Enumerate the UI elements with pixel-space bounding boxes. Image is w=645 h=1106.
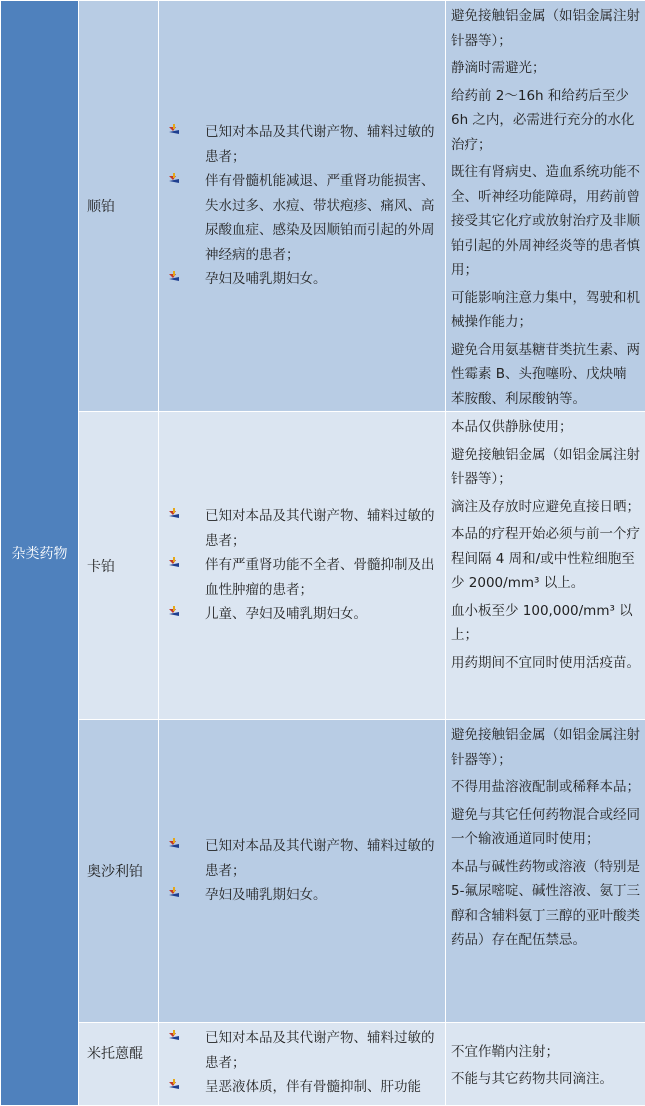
table-row xyxy=(1,412,645,720)
list-item xyxy=(167,267,435,292)
caution-text: 避免接触铝金属（如铝金属注射针器等）； xyxy=(451,443,640,492)
caution-cell xyxy=(446,1023,645,1106)
contraindication-cell xyxy=(159,1023,446,1106)
arrow-bullet-icon xyxy=(167,837,181,851)
drug-name: 奥沙利铂 xyxy=(87,864,143,880)
category-cell xyxy=(1,1,79,1106)
caution-text: 用药期间不宜同时使用活疫苗。 xyxy=(451,651,640,676)
table-row xyxy=(1,1023,645,1106)
drug-name: 米托蒽醌 xyxy=(87,1046,143,1062)
list-item xyxy=(167,602,435,627)
list-item xyxy=(167,169,435,267)
contraindication-text: 已知对本品及其代谢产物、辅料过敏的患者； xyxy=(205,504,435,553)
drug-name-cell xyxy=(79,720,159,1023)
list-item xyxy=(167,553,435,602)
contraindication-text: 已知对本品及其代谢产物、辅料过敏的患者； xyxy=(205,1026,435,1075)
contraindication-cell xyxy=(159,720,446,1023)
drug-name-cell xyxy=(79,1,159,412)
caution-text: 不能与其它药物共同滴注。 xyxy=(451,1067,640,1092)
caution-text: 避免与其它任何药物混合或经同一个输液通道同时使用； xyxy=(451,803,640,852)
caution-text: 可能影响注意力集中，驾驶和机械操作能力； xyxy=(451,286,640,335)
contraindication-list xyxy=(159,120,445,292)
contraindication-list xyxy=(159,504,445,627)
drug-name-cell xyxy=(79,1023,159,1106)
arrow-bullet-icon xyxy=(167,172,181,186)
contraindication-text: 孕妇及哺乳期妇女。 xyxy=(205,267,327,292)
category-label: 杂类药物 xyxy=(12,546,68,562)
contraindication-cell xyxy=(159,412,446,720)
caution-cell xyxy=(446,720,645,1023)
caution-cell xyxy=(446,1,645,412)
contraindication-list xyxy=(159,1023,445,1100)
contraindication-text: 呈恶液体质，伴有骨髓抑制、肝功能 xyxy=(205,1075,421,1100)
caution-text: 本品与碱性药物或溶液（特别是 5-氟尿嘧啶、碱性溶液、氨丁三醇和含辅料氨丁三醇的亚叶酸类药品）存在配伍禁忌。 xyxy=(451,855,640,953)
caution-text: 滴注及存放时应避免直接日晒； xyxy=(451,495,640,520)
caution-text: 本品的疗程开始必须与前一个疗程间隔 4 周和/或中性粒细胞至少 2000/mm³ 以上。 xyxy=(451,522,640,596)
contraindication-text: 伴有严重肾功能不全者、骨髓抑制及出血性肿瘤的患者； xyxy=(205,553,435,602)
caution-text: 不得用盐溶液配制或稀释本品； xyxy=(451,775,640,800)
caution-text: 静滴时需避光； xyxy=(451,56,640,81)
arrow-bullet-icon xyxy=(167,1029,181,1043)
table-row xyxy=(1,1,645,412)
drug-name-cell xyxy=(79,412,159,720)
arrow-bullet-icon xyxy=(167,123,181,137)
caution-text: 避免接触铝金属（如铝金属注射针器等）； xyxy=(451,723,640,772)
list-item xyxy=(167,1026,435,1075)
arrow-bullet-icon xyxy=(167,507,181,521)
caution-text: 血小板至少 100,000/mm³ 以上； xyxy=(451,599,640,648)
caution-text: 避免接触铝金属（如铝金属注射针器等）； xyxy=(451,4,640,53)
contraindication-text: 孕妇及哺乳期妇女。 xyxy=(205,883,327,908)
contraindication-text: 伴有骨髓机能减退、严重肾功能损害、失水过多、水痘、带状疱疹、痛风、高尿酸血症、感染及因顺铂而引起的外周神经病的患者； xyxy=(205,169,435,267)
caution-text: 不宜作鞘内注射； xyxy=(451,1040,640,1065)
contraindication-text: 已知对本品及其代谢产物、辅料过敏的患者； xyxy=(205,834,435,883)
contraindication-text: 儿童、孕妇及哺乳期妇女。 xyxy=(205,602,367,627)
arrow-bullet-icon xyxy=(167,886,181,900)
caution-text: 既往有肾病史、造血系统功能不全、听神经功能障碍，用药前曾接受其它化疗或放射治疗及非顺铂引起的外周神经炎等的患者慎用； xyxy=(451,160,640,283)
caution-cell xyxy=(446,412,645,720)
list-item xyxy=(167,504,435,553)
drug-name: 顺铂 xyxy=(87,199,115,215)
arrow-bullet-icon xyxy=(167,1078,181,1092)
list-item xyxy=(167,1075,435,1100)
arrow-bullet-icon xyxy=(167,556,181,570)
caution-text: 避免合用氨基糖苷类抗生素、两性霉素 B、头孢噻吩、戊炔喃苯胺酸、利尿酸钠等。 xyxy=(451,338,640,412)
caution-text: 本品仅供静脉使用； xyxy=(451,415,640,440)
drug-name: 卡铂 xyxy=(87,559,115,575)
list-item xyxy=(167,834,435,883)
arrow-bullet-icon xyxy=(167,270,181,284)
arrow-bullet-icon xyxy=(167,605,181,619)
contraindication-cell xyxy=(159,1,446,412)
contraindication-text: 已知对本品及其代谢产物、辅料过敏的患者； xyxy=(205,120,435,169)
contraindication-list xyxy=(159,834,445,908)
table-row xyxy=(1,720,645,1023)
list-item xyxy=(167,120,435,169)
list-item xyxy=(167,883,435,908)
caution-text: 给药前 2～16h 和给药后至少 6h 之内，必需进行充分的水化治疗； xyxy=(451,84,640,158)
